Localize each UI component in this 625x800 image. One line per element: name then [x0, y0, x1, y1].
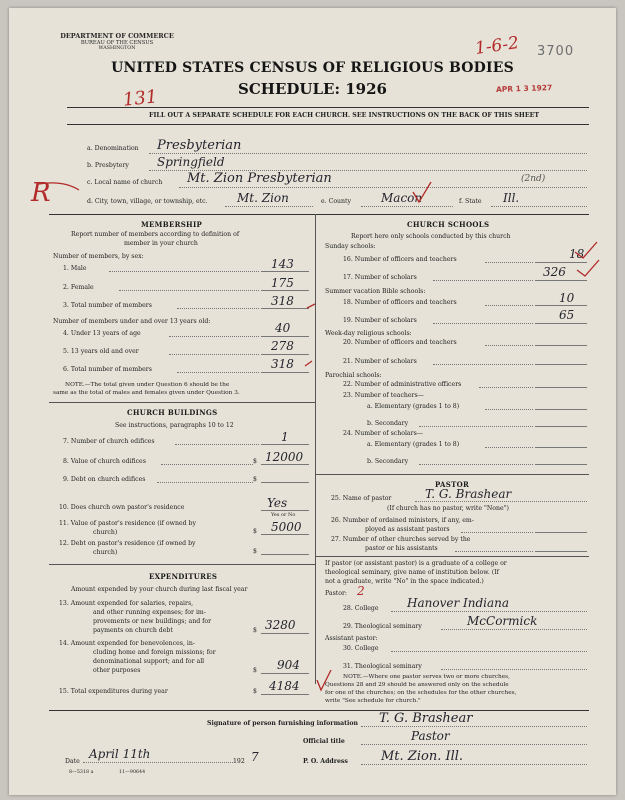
total-members-age-value: 318: [271, 357, 294, 371]
summer-scholars-value: 65: [559, 308, 575, 322]
scholars-elementary-label: a. Elementary (grades 1 to 8): [367, 441, 460, 448]
pastor-note-2: Questions 28 and 29 should be answered only on the schedule: [325, 682, 509, 688]
college-value: Hanover Indiana: [407, 596, 510, 610]
scholars-label: 24. Number of scholars—: [343, 430, 423, 437]
residence-value-label-1: 11. Value of pastor's residence (if owned by: [59, 520, 196, 527]
benevolences-label-2: cluding home and foreign missions; for: [93, 649, 216, 656]
check-mark-sunday-scholars: [577, 260, 599, 276]
benevolences-label-1: 14. Amount expended for benevolences, in-: [59, 640, 195, 647]
male-label: 1. Male: [63, 265, 87, 272]
pastor-note-1: NOTE.—Where one pastor serves two or more churches,: [343, 674, 510, 680]
department-name: DEPARTMENT OF COMMERCE: [60, 32, 174, 40]
handwritten-mark-131: 131: [121, 86, 159, 111]
edifices-value-dollar: $: [253, 458, 257, 465]
benevolences-value: 904: [277, 658, 300, 672]
running-expenses-label-4: payments on church debt: [93, 627, 173, 634]
pastor-name-label: 25. Name of pastor: [331, 495, 392, 502]
church-name-note: (2nd): [521, 174, 546, 184]
signature-label: Signature of person furnishing information: [207, 720, 358, 727]
pastor-education-heading: Pastor:: [325, 590, 348, 597]
membership-by-sex: Number of members, by sex:: [53, 253, 144, 260]
date-label: Date: [65, 758, 80, 765]
male-value: 143: [271, 257, 294, 271]
form-number: 8—5318 a: [69, 770, 94, 775]
residence-debt-dollar: $: [253, 548, 257, 555]
summer-scholars-label: 19. Number of scholars: [343, 317, 417, 324]
form-title: UNITED STATES CENSUS OF RELIGIOUS BODIES: [111, 60, 514, 76]
running-expenses-value: 3280: [265, 618, 296, 632]
summer-schools-heading: Summer vacation Bible schools:: [325, 288, 426, 295]
date-value: April 11th: [89, 747, 151, 761]
print-number: 11—90644: [119, 770, 146, 775]
church-edifices-label: 7. Number of church edifices: [63, 438, 155, 445]
teachers-label: 23. Number of teachers—: [343, 392, 424, 399]
total-members-age-label: 6. Total number of members: [63, 366, 152, 373]
check-mark-total-expenditures: [317, 670, 331, 690]
presbytery-label: b. Presbytery: [87, 162, 129, 169]
date-year-prefix: 192: [233, 758, 245, 765]
residence-debt-label-2: church): [93, 549, 118, 556]
owns-residence-value: Yes: [267, 496, 288, 510]
county-label: e. County: [321, 198, 352, 205]
denomination-value: Presbyterian: [157, 138, 242, 153]
buildings-heading: CHURCH BUILDINGS: [127, 408, 218, 417]
membership-heading: MEMBERSHIP: [141, 220, 203, 229]
teachers-elementary-label: a. Elementary (grades 1 to 8): [367, 403, 460, 410]
graduate-note-2: theological seminary, give name of institution below. (If: [325, 569, 499, 576]
running-expenses-label-1: 13. Amount expended for salaries, repairs,: [59, 600, 194, 607]
church-name-value: Mt. Zion Presbyterian: [187, 171, 332, 186]
pastor-handwritten-mark: 2: [357, 584, 365, 598]
membership-note-1: NOTE.—The total given under Question 6 should be the: [65, 382, 230, 388]
total-expenditures-label: 15. Total expenditures during year: [59, 688, 168, 695]
female-label: 2. Female: [63, 284, 94, 291]
weekday-officers-label: 20. Number of officers and teachers: [343, 339, 457, 346]
residence-debt-label-1: 12. Debt on pastor's residence (if owned by: [59, 540, 196, 547]
seminary-label: 29. Theological seminary: [343, 623, 422, 630]
presbytery-value: Springfield: [157, 155, 225, 169]
pastor-note-3: for one of the churches; on the schedules for the other churches,: [325, 690, 517, 696]
total-members-sex-value: 318: [271, 294, 294, 308]
church-name-label: c. Local name of church: [87, 179, 163, 186]
seminary-value: McCormick: [467, 614, 538, 628]
over-13-value: 278: [271, 339, 294, 353]
state-label: f. State: [459, 198, 482, 205]
over-13-label: 5. 13 years old and over: [63, 348, 139, 355]
scholars-secondary-label: b. Secondary: [367, 458, 409, 465]
expenditures-heading: EXPENDITURES: [149, 572, 218, 581]
pastor-note-4: write "See schedule for church.": [325, 698, 421, 704]
pastor-name-value: T. G. Brashear: [425, 487, 512, 501]
owns-residence-label: 10. Does church own pastor's residence: [59, 504, 185, 511]
graduate-note-3: not a graduate, write "No" in the space indicated.): [325, 578, 484, 585]
edifices-debt-dollar: $: [253, 476, 257, 483]
sunday-schools-heading: Sunday schools:: [325, 243, 376, 250]
membership-intro-1: Report number of members according to definition of: [71, 231, 240, 238]
schools-heading: CHURCH SCHOOLS: [407, 220, 490, 229]
buildings-sub: See instructions, paragraphs 10 to 12: [115, 422, 234, 429]
assistant-pastors-label-1: 26. Number of ordained ministers, if any, em-: [331, 517, 474, 524]
expenditures-sub: Amount expended by your church during last fiscal year: [71, 586, 248, 593]
check-mark-total-members: [307, 304, 315, 308]
sunday-scholars-label: 17. Number of scholars: [343, 274, 417, 281]
running-expenses-label-3: provements or new buildings; and for: [93, 618, 212, 625]
female-value: 175: [271, 276, 294, 290]
residence-value-value: 5000: [271, 520, 302, 534]
city-label: d. City, town, village, or township, etc.: [87, 198, 208, 205]
po-address-value: Mt. Zion. Ill.: [381, 749, 464, 764]
bureau-city: WASHINGTON: [98, 46, 136, 51]
running-expenses-dollar: $: [253, 627, 257, 634]
membership-by-age: Number of members under and over 13 years old:: [53, 318, 211, 325]
form-subtitle: SCHEDULE: 1926: [238, 80, 387, 98]
benevolences-label-4: other purposes: [93, 667, 141, 674]
check-mark-county: [413, 182, 431, 202]
county-value: Macon: [381, 191, 423, 205]
bureau-name: BUREAU OF THE CENSUS: [80, 40, 154, 46]
membership-note-2: same as the total of males and females given under Question 3.: [53, 390, 240, 396]
benevolences-label-3: denominational support; and for all: [93, 658, 205, 665]
weekday-schools-heading: Week-day religious schools:: [325, 330, 412, 337]
other-churches-label-1: 27. Number of other churches served by the: [331, 536, 471, 543]
membership-intro-2: member in your church: [124, 240, 198, 247]
edifices-value-label: 8. Value of church edifices: [63, 458, 146, 465]
check-mark-sunday-officers: [575, 242, 597, 258]
total-expenditures-value: 4184: [269, 679, 300, 693]
under-13-label: 4. Under 13 years of age: [63, 330, 141, 337]
pastor-heading: PASTOR: [435, 480, 470, 489]
edifices-value-value: 12000: [265, 450, 304, 464]
college-label: 28. College: [343, 605, 379, 612]
benevolences-dollar: $: [253, 667, 257, 674]
state-value: Ill.: [503, 191, 520, 205]
received-date-stamp: APR 1 3 1927: [495, 83, 553, 94]
assistant-college-label: 30. College: [343, 645, 379, 652]
po-address-label: P. O. Address: [303, 758, 348, 765]
schools-intro: Report here only schools conducted by this church: [351, 233, 511, 240]
denomination-label: a. Denomination: [87, 145, 139, 152]
official-title-value: Pastor: [411, 729, 450, 743]
graduate-note-1: If pastor (or assistant pastor) is a graduate of a college or: [325, 560, 507, 567]
teachers-secondary-label: b. Secondary: [367, 420, 409, 427]
check-mark-total-members-age: [305, 361, 312, 366]
parochial-schools-heading: Parochial schools:: [325, 372, 382, 379]
edifices-debt-label: 9. Debt on church edifices: [63, 476, 146, 483]
assistant-pastors-label-2: ployed as assistant pastors: [365, 526, 450, 533]
date-year-value: 7: [251, 750, 259, 764]
form-instruction: FILL OUT A SEPARATE SCHEDULE FOR EACH CHURCH. SEE INSTRUCTIONS ON THE BACK OF THIS SHEET: [149, 112, 540, 119]
schedule-number: 3700: [537, 44, 575, 59]
total-members-sex-label: 3. Total number of members: [63, 302, 152, 309]
handwritten-mark-r: R: [31, 178, 51, 208]
assistant-education-heading: Assistant pastor:: [325, 635, 378, 642]
weekday-scholars-label: 21. Number of scholars: [343, 358, 417, 365]
residence-value-label-2: church): [93, 529, 118, 536]
census-schedule-page: [9, 8, 616, 795]
check-marks-overlay: [9, 8, 616, 795]
sunday-scholars-value: 326: [543, 265, 566, 279]
owns-residence-sub: Yes or No: [271, 512, 296, 518]
assistant-seminary-label: 31. Theological seminary: [343, 663, 422, 670]
summer-officers-label: 18. Number of officers and teachers: [343, 299, 457, 306]
other-churches-label-2: pastor or his assistants: [365, 545, 438, 552]
signature-value: T. G. Brashear: [379, 711, 473, 726]
city-value: Mt. Zion: [237, 191, 289, 205]
residence-value-dollar: $: [253, 528, 257, 535]
handwritten-mark-top: 1-6-2: [473, 33, 521, 59]
total-expenditures-dollar: $: [253, 688, 257, 695]
admin-officers-label: 22. Number of administrative officers: [343, 381, 462, 388]
under-13-value: 40: [275, 321, 291, 335]
summer-officers-value: 10: [559, 291, 575, 305]
pen-stroke-r: [39, 183, 79, 190]
official-title-label: Official title: [303, 738, 345, 745]
pastor-name-note: (If church has no pastor, write "None"): [387, 505, 509, 512]
church-edifices-value: 1: [281, 430, 289, 444]
sunday-officers-label: 16. Number of officers and teachers: [343, 256, 457, 263]
running-expenses-label-2: and other running expenses; for im-: [93, 609, 206, 616]
sunday-officers-value: 18: [569, 247, 585, 261]
